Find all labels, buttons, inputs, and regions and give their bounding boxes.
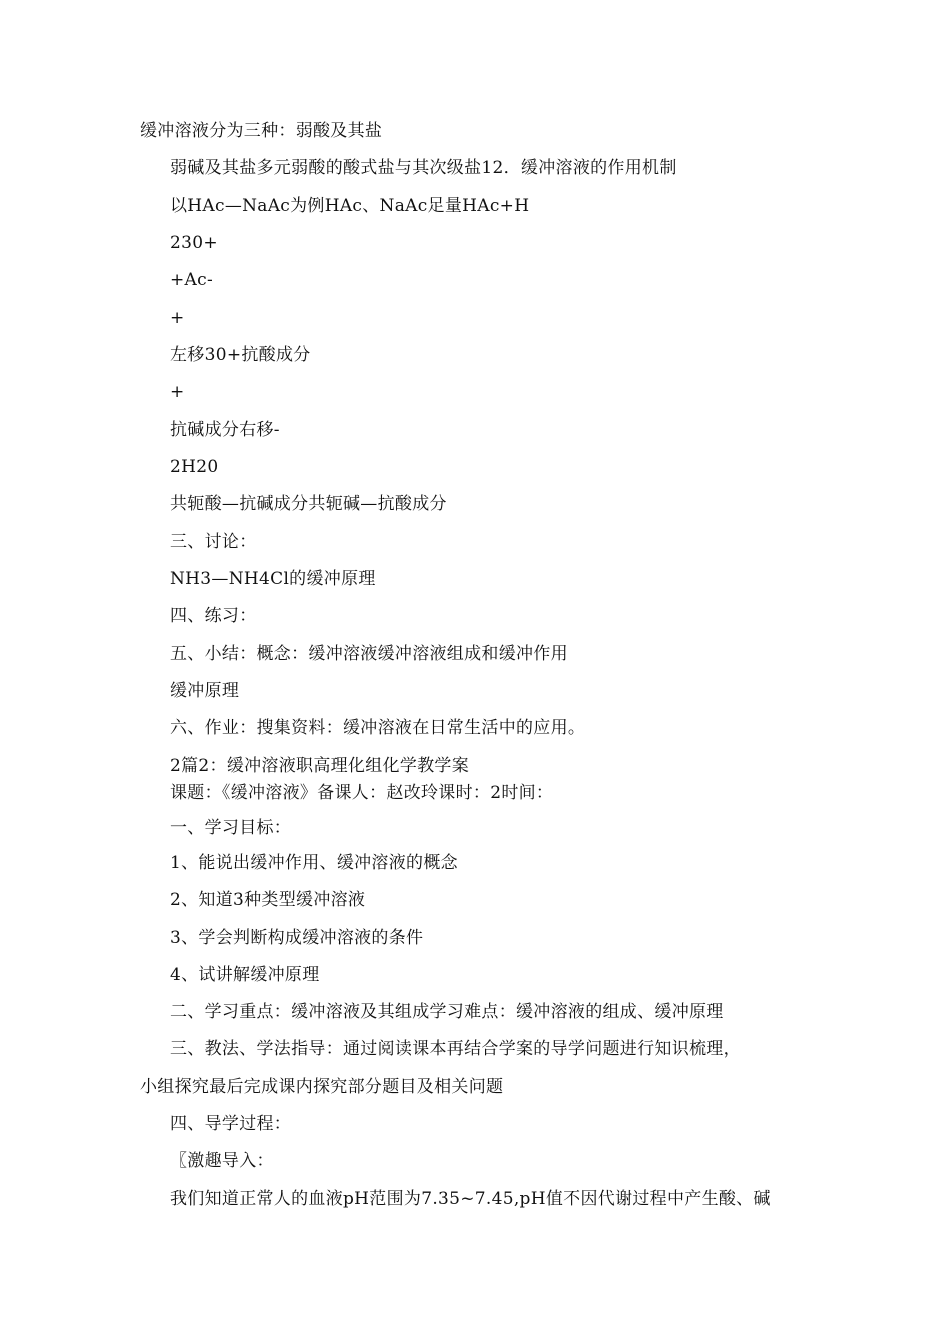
text-line: 缓冲溶液分为三种：弱酸及其盐 xyxy=(140,121,383,141)
text-line: 五、小结：概念：缓冲溶液缓冲溶液组成和缓冲作用 xyxy=(170,644,568,664)
text-line: + xyxy=(170,308,185,328)
text-line: + xyxy=(170,382,185,402)
text-line: 我们知道正常人的血液pH范围为7.35~7.45,pH值不因代谢过程中产生酸、碱 xyxy=(170,1189,771,1209)
text-line: NH3—NH4Cl的缓冲原理 xyxy=(170,569,376,589)
text-line: 以HAc—NaAc为例HAc、NaAc足量HAc+H xyxy=(170,196,530,216)
lesson-info: 课题：《缓冲溶液》备课人：赵改玲课时：2时间： xyxy=(170,783,554,803)
text-line: 二、学习重点：缓冲溶液及其组成学习难点：缓冲溶液的组成、缓冲原理 xyxy=(170,1002,724,1022)
section-heading: 三、讨论： xyxy=(170,532,257,552)
text-line: 左移30+抗酸成分 xyxy=(170,345,311,365)
list-item: 2、知道3种类型缓冲溶液 xyxy=(170,890,366,910)
text-line: 〖激趣导入： xyxy=(170,1151,274,1171)
section-heading: 一、学习目标： xyxy=(170,818,292,838)
text-line: 2H20 xyxy=(170,457,219,477)
text-line: 抗碱成分右移- xyxy=(170,420,280,440)
list-item: 4、试讲解缓冲原理 xyxy=(170,965,320,985)
list-item: 1、能说出缓冲作用、缓冲溶液的概念 xyxy=(170,853,458,873)
article-title: 2篇2：缓冲溶液职高理化组化学教学案 xyxy=(170,756,470,776)
text-line: 缓冲原理 xyxy=(170,681,240,701)
text-line: 小组探究最后完成课内探究部分题目及相关问题 xyxy=(140,1077,504,1097)
text-line: 六、作业：搜集资料：缓冲溶液在日常生活中的应用。 xyxy=(170,718,586,738)
text-line: 共轭酸—抗碱成分共轭碱—抗酸成分 xyxy=(170,494,447,514)
text-line: 弱碱及其盐多元弱酸的酸式盐与其次级盐12．缓冲溶液的作用机制 xyxy=(170,158,677,178)
text-line: 230+ xyxy=(170,233,218,253)
section-heading: 四、导学过程： xyxy=(170,1114,292,1134)
section-heading: 四、练习： xyxy=(170,606,257,626)
text-line: 三、教法、学法指导：通过阅读课本再结合学案的导学问题进行知识梳理， xyxy=(170,1039,741,1059)
list-item: 3、学会判断构成缓冲溶液的条件 xyxy=(170,928,424,948)
text-line: +Ac- xyxy=(170,270,213,290)
